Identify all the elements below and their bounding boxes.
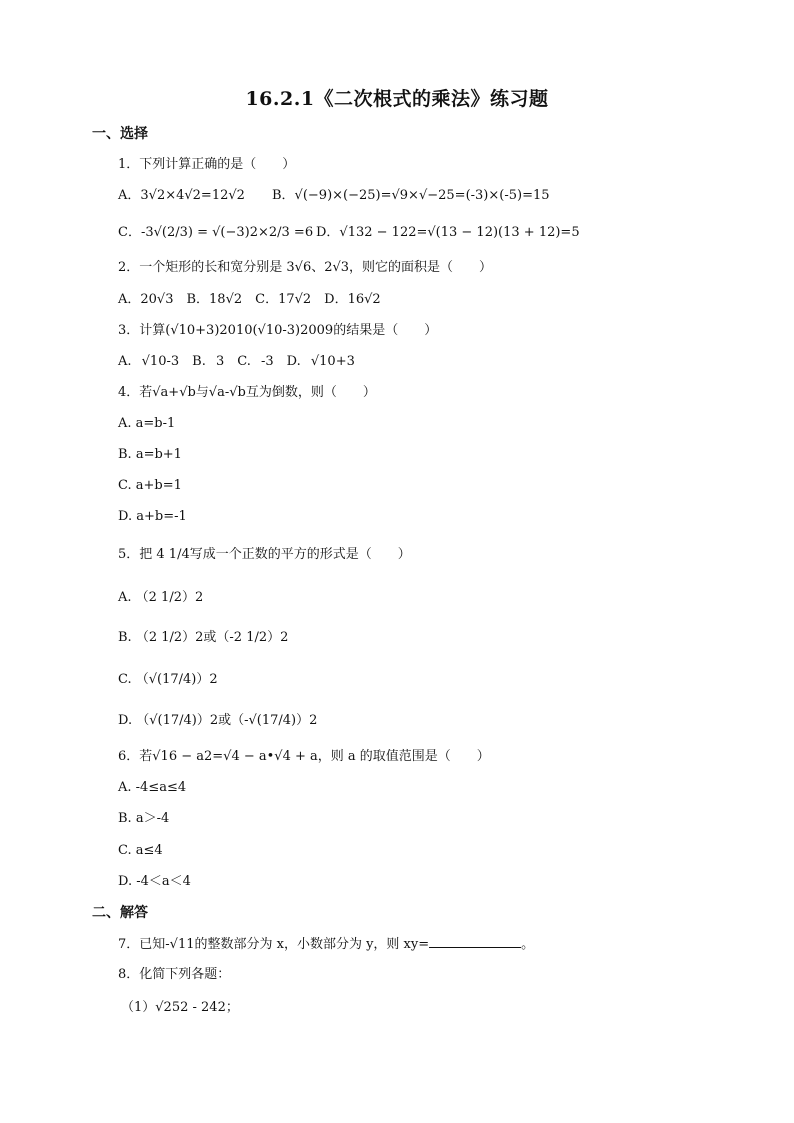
question-5-option-d: D. （√(17/4)）2或（-√(17/4)）2 <box>118 713 318 728</box>
question-1-option-d: D．√132 − 122=√(13 − 12)(13 + 12)=5 <box>316 225 580 240</box>
answer-blank[interactable] <box>429 934 521 948</box>
section-answer-heading: 二、解答 <box>92 905 148 921</box>
question-1-option-a: A．3√2×4√2=12√2 <box>118 188 245 203</box>
question-6-option-c: C. a≤4 <box>118 843 163 858</box>
question-6-option-d: D. -4＜a＜4 <box>118 874 191 889</box>
question-8-part-1: （1）√252 - 242； <box>121 1000 239 1015</box>
question-8-stem: 8．化简下列各题： <box>118 967 231 982</box>
question-1-stem: 1．下列计算正确的是（ ） <box>118 157 296 172</box>
question-2-options: A．20√3 B．18√2 C．17√2 D．16√2 <box>118 292 381 307</box>
question-4-option-a: A. a=b-1 <box>118 416 176 431</box>
question-5-option-a: A. （2 1/2）2 <box>118 590 204 605</box>
question-4-option-d: D. a+b=-1 <box>118 509 187 524</box>
question-5-stem: 5．把 4 1/4写成一个正数的平方的形式是（ ） <box>118 547 411 562</box>
question-5-option-b: B. （2 1/2）2或（-2 1/2）2 <box>118 630 289 645</box>
question-7-end: 。 <box>521 937 535 952</box>
question-7-stem: 7．已知-√11的整数部分为 x，小数部分为 y，则 xy= <box>118 937 430 952</box>
question-7 <box>118 934 534 955</box>
question-5-option-c: C. （√(17/4)）2 <box>118 672 218 687</box>
page-title: 16.2.1《二次根式的乘法》练习题 <box>245 88 549 110</box>
question-3-options: A. √10-3 B. 3 C. -3 D. √10+3 <box>118 354 355 369</box>
question-4-option-c: C. a+b=1 <box>118 478 182 493</box>
question-6-option-a: A. -4≤a≤4 <box>118 780 187 795</box>
section-choice-heading: 一、选择 <box>92 126 148 142</box>
question-1-option-b: B．√(−9)×(−25)=√9×√−25=(-3)×(-5)=15 <box>272 188 550 203</box>
question-4-stem: 4．若√a+√b与√a-√b互为倒数，则（ ） <box>118 385 376 400</box>
question-3-stem: 3．计算(√10+3)2010(√10-3)2009的结果是（ ） <box>118 323 438 338</box>
question-6-option-b: B. a＞-4 <box>118 811 170 826</box>
question-4-option-b: B. a=b+1 <box>118 447 182 462</box>
question-2-stem: 2．一个矩形的长和宽分别是 3√6、2√3，则它的面积是（ ） <box>118 260 493 275</box>
question-6-stem: 6．若√16 − a2=√4 − a•√4 + a，则 a 的取值范围是（ ） <box>118 749 490 764</box>
question-1-option-c: C．-3√(2/3) = √(−3)2×2/3 =6 <box>118 225 314 240</box>
